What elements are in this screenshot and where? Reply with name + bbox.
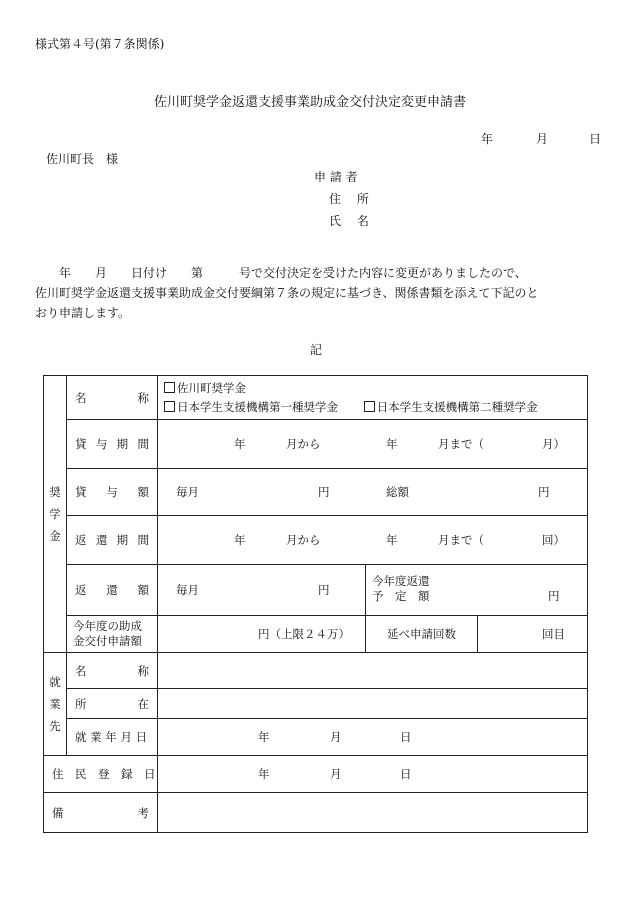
repay-period-field[interactable]: 年 月から 年 月まで（ 回）	[158, 516, 588, 565]
subsidy-label: 今年度の助成 金交付申請額	[67, 616, 158, 653]
remarks-field[interactable]	[158, 793, 588, 833]
checkbox-icon[interactable]	[164, 401, 175, 412]
option-jasso1[interactable]: 日本学生支援機構第一種奨学金	[164, 400, 338, 414]
addressee: 佐川町長 様	[46, 152, 119, 166]
option-jasso2[interactable]: 日本学生支援機構第二種奨学金	[364, 400, 538, 414]
applicant-name-label: 氏 名	[329, 214, 369, 228]
checkbox-icon[interactable]	[364, 401, 375, 412]
scholarship-options	[158, 376, 588, 420]
subsidy-amount-field[interactable]: 円（上限２４万）	[158, 616, 366, 653]
loan-amount-label: 貸 与 額	[67, 469, 158, 516]
application-table	[43, 375, 588, 833]
resident-date-field[interactable]: 年 月 日	[158, 756, 588, 793]
scholarship-name-label: 名 称	[67, 376, 158, 420]
employment-location-label: 所 在	[67, 689, 158, 719]
subsidy-count-label: 延べ申請回数	[366, 616, 478, 653]
applicant-address-label: 住 所	[329, 192, 369, 206]
ki-heading: 記	[310, 343, 323, 357]
scholarship-group-label: 奨 学 金	[44, 376, 67, 653]
document-title: 佐川町奨学金返還支援事業助成金交付決定変更申請書	[154, 95, 467, 110]
employment-date-field[interactable]: 年 月 日	[158, 719, 588, 756]
repay-amount-fy-field[interactable]: 今年度返還 予 定 額 円	[366, 565, 588, 616]
body-line-1: 年 月 日付け 第 号で交付決定を受けた内容に変更がありましたので、	[35, 266, 527, 280]
remarks-label: 備 考	[44, 793, 158, 833]
loan-period-field[interactable]: 年 月から 年 月まで（ 月）	[158, 420, 588, 469]
repay-period-label: 返 還 期 間	[67, 516, 158, 565]
date-day: 日	[589, 132, 602, 146]
employment-name-label: 名 称	[67, 653, 158, 689]
option-sagawa[interactable]: 佐川町奨学金	[164, 379, 587, 398]
loan-period-label: 貸 与 期 間	[67, 420, 158, 469]
employment-location-field[interactable]	[158, 689, 588, 719]
repay-amount-monthly-field[interactable]: 毎月 円	[158, 565, 366, 616]
loan-amount-field[interactable]: 毎月 円 総額 円	[158, 469, 588, 516]
employment-name-field[interactable]	[158, 653, 588, 689]
body-line-2: 佐川町奨学金返還支援事業助成金交付要綱第７条の規定に基づき、関係書類を添えて下記のと	[35, 286, 539, 300]
employment-group-label: 就 業 先	[44, 653, 67, 756]
employment-date-label: 就 業 年 月 日	[67, 719, 158, 756]
body-line-3: おり申請します。	[35, 306, 131, 320]
applicant-label: 申 請 者	[314, 170, 358, 184]
date-month: 月	[536, 132, 549, 146]
repay-amount-label: 返 還 額	[67, 565, 158, 616]
checkbox-icon[interactable]	[164, 382, 175, 393]
date-year: 年	[481, 132, 494, 146]
resident-date-label: 住 民 登 録 日	[44, 756, 158, 793]
subsidy-count-field[interactable]: 回目	[478, 616, 588, 653]
form-number: 様式第４号(第７条関係)	[35, 37, 165, 51]
